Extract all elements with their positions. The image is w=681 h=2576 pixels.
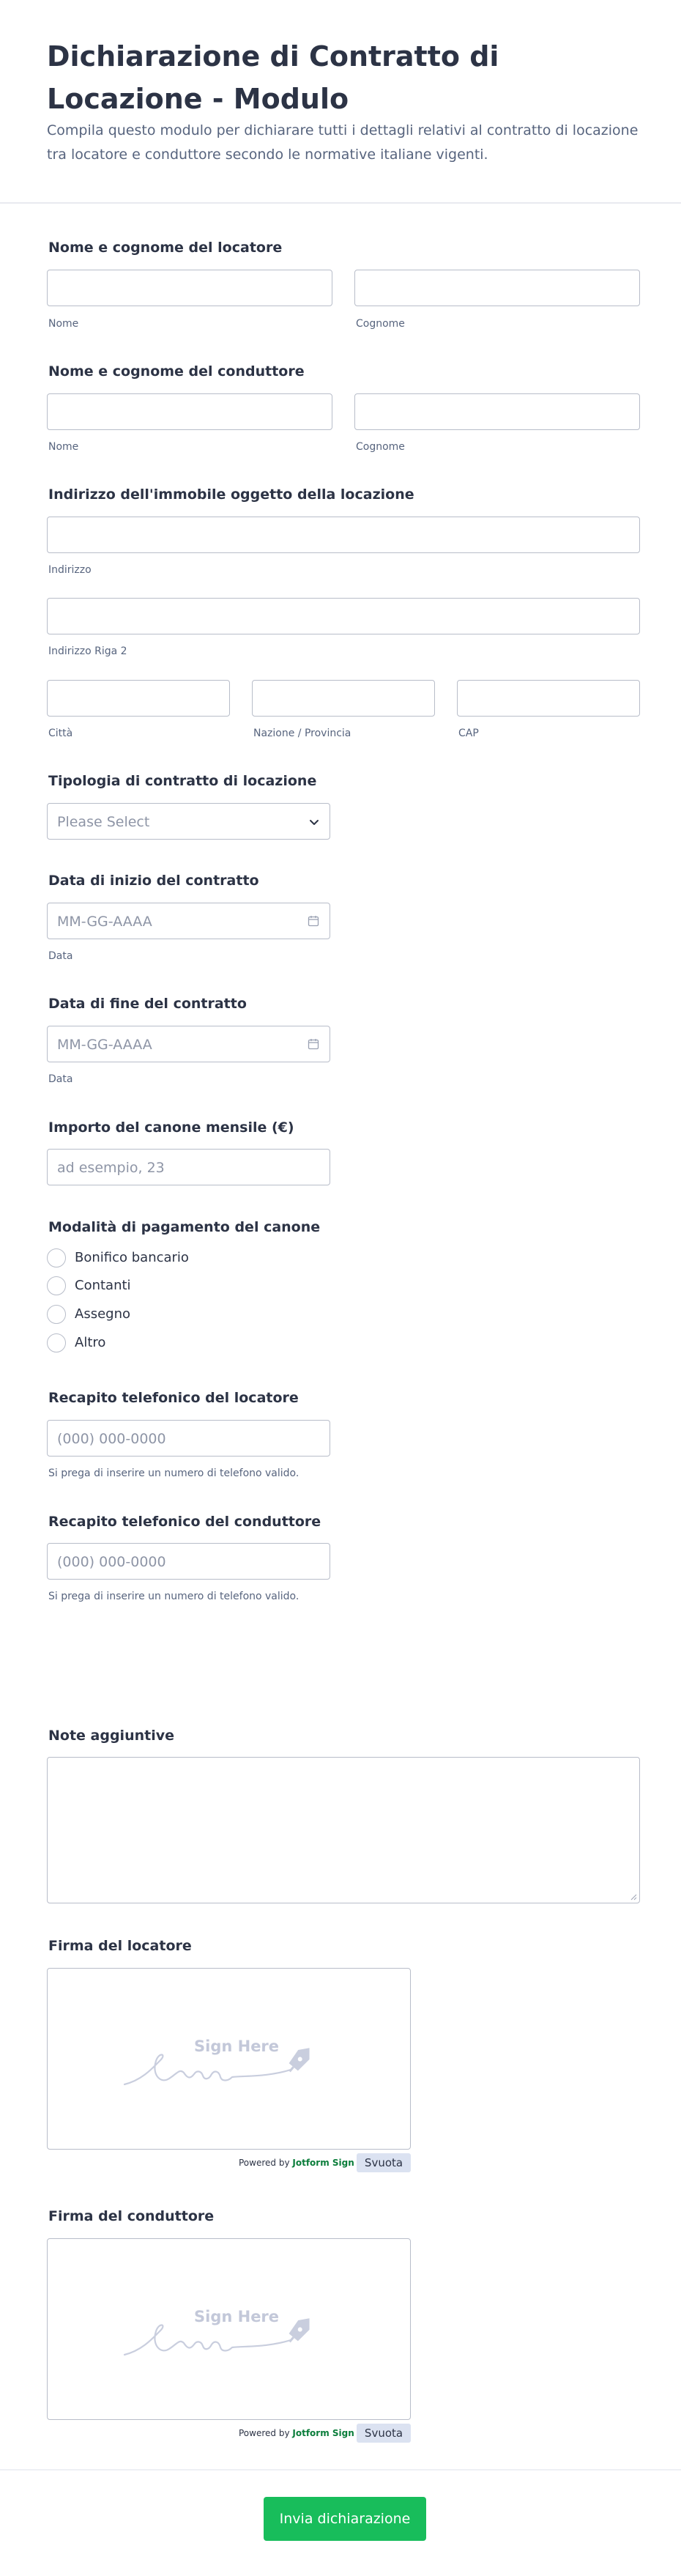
zip-sublabel: CAP xyxy=(458,728,479,739)
start-date-sublabel: Data xyxy=(48,950,73,962)
notes-label: Note aggiuntive xyxy=(48,1728,174,1744)
notes-textarea[interactable] xyxy=(47,1757,640,1903)
contract-type-label: Tipologia di contratto di locazione xyxy=(48,773,317,789)
powered-by-text xyxy=(239,2427,354,2439)
state-province-input[interactable] xyxy=(252,680,435,717)
page-title: Dichiarazione di Contratto di Locazione - Modulo xyxy=(47,40,499,115)
landlord-signature-pad[interactable] xyxy=(47,1968,411,2150)
jotform-sign-brand: Jotform Sign xyxy=(292,2428,354,2438)
address-line1-input[interactable] xyxy=(47,517,640,553)
landlord-phone-placeholder: (000) 000-0000 xyxy=(57,1431,166,1447)
state-province-sublabel: Nazione / Provincia xyxy=(253,728,351,739)
payment-option-label: Contanti xyxy=(75,1278,131,1293)
zip-input[interactable] xyxy=(457,680,640,717)
tenant-signature-label: Firma del conduttore xyxy=(48,2208,215,2224)
footer-divider xyxy=(0,2469,681,2470)
page-subtitle: Compila questo modulo per dichiarare tutti i dettagli relativi al contratto di locazione tra locatore e conduttore secondo le normative italiane vigenti. xyxy=(47,122,639,163)
start-date-label: Data di inizio del contratto xyxy=(48,873,259,889)
clear-tenant-signature-button[interactable]: Svuota xyxy=(357,2424,411,2443)
radio-button[interactable] xyxy=(47,1333,66,1352)
radio-button[interactable] xyxy=(47,1305,66,1324)
powered-by-prefix: Powered by xyxy=(239,2428,290,2438)
powered-by-prefix: Powered by xyxy=(239,2158,290,2168)
payment-option-label: Bonifico bancario xyxy=(75,1250,189,1265)
landlord-phone-input[interactable] xyxy=(47,1420,330,1457)
landlord-phone-label: Recapito telefonico del locatore xyxy=(48,1390,299,1406)
rent-amount-label: Importo del canone mensile (€) xyxy=(48,1119,294,1136)
conduttore-name-label: Nome e cognome del conduttore xyxy=(48,363,305,380)
locatore-last-name-sublabel: Cognome xyxy=(356,318,405,330)
submit-button[interactable]: Invia dichiarazione xyxy=(264,2497,426,2541)
contract-type-select[interactable] xyxy=(47,803,330,840)
radio-button[interactable] xyxy=(47,1248,66,1267)
tenant-signature-pad[interactable] xyxy=(47,2238,411,2420)
address-line2-input[interactable] xyxy=(47,598,640,634)
contract-type-placeholder: Please Select xyxy=(57,814,150,830)
conduttore-last-name-sublabel: Cognome xyxy=(356,441,405,453)
sign-here-text: Sign Here xyxy=(194,2038,280,2055)
end-date-sublabel: Data xyxy=(48,1073,73,1085)
locatore-name-label: Nome e cognome del locatore xyxy=(48,240,283,256)
address-label: Indirizzo dell'immobile oggetto della locazione xyxy=(48,486,414,503)
end-date-label: Data di fine del contratto xyxy=(48,996,247,1012)
start-date-input[interactable] xyxy=(47,903,330,939)
chevron-down-icon xyxy=(308,815,321,829)
city-input[interactable] xyxy=(47,680,230,717)
rent-amount-input[interactable] xyxy=(47,1149,330,1185)
calendar-icon[interactable] xyxy=(308,1038,319,1050)
clear-landlord-signature-button[interactable]: Svuota xyxy=(357,2153,411,2172)
payment-option-label: Altro xyxy=(75,1335,106,1350)
conduttore-first-name-input[interactable] xyxy=(47,393,332,430)
resize-handle-icon[interactable] xyxy=(630,1893,637,1900)
tenant-phone-placeholder: (000) 000-0000 xyxy=(57,1554,166,1570)
tenant-phone-help: Si prega di inserire un numero di telefono valido. xyxy=(48,1591,299,1602)
sign-here-text: Sign Here xyxy=(194,2308,280,2325)
tenant-phone-input[interactable] xyxy=(47,1543,330,1580)
locatore-first-name-input[interactable] xyxy=(47,270,332,306)
powered-by-text xyxy=(239,2157,354,2169)
rent-amount-placeholder: ad esempio, 23 xyxy=(57,1160,165,1176)
locatore-last-name-input[interactable] xyxy=(354,270,640,306)
start-date-placeholder: MM-GG-AAAA xyxy=(57,914,152,930)
jotform-sign-brand: Jotform Sign xyxy=(292,2158,354,2168)
end-date-placeholder: MM-GG-AAAA xyxy=(57,1037,152,1053)
payment-option-label: Assegno xyxy=(75,1306,130,1322)
end-date-input[interactable] xyxy=(47,1026,330,1062)
address-line2-sublabel: Indirizzo Riga 2 xyxy=(48,645,127,657)
payment-method-label: Modalità di pagamento del canone xyxy=(48,1219,321,1235)
landlord-phone-help: Si prega di inserire un numero di telefono valido. xyxy=(48,1467,299,1479)
tenant-phone-label: Recapito telefonico del conduttore xyxy=(48,1514,321,1530)
radio-button[interactable] xyxy=(47,1276,66,1295)
address-line1-sublabel: Indirizzo xyxy=(48,564,92,576)
calendar-icon[interactable] xyxy=(308,915,319,927)
locatore-first-name-sublabel: Nome xyxy=(48,318,79,330)
conduttore-first-name-sublabel: Nome xyxy=(48,441,79,453)
city-sublabel: Città xyxy=(48,728,73,739)
conduttore-last-name-input[interactable] xyxy=(354,393,640,430)
landlord-signature-label: Firma del locatore xyxy=(48,1938,192,1954)
form-header xyxy=(0,0,681,204)
